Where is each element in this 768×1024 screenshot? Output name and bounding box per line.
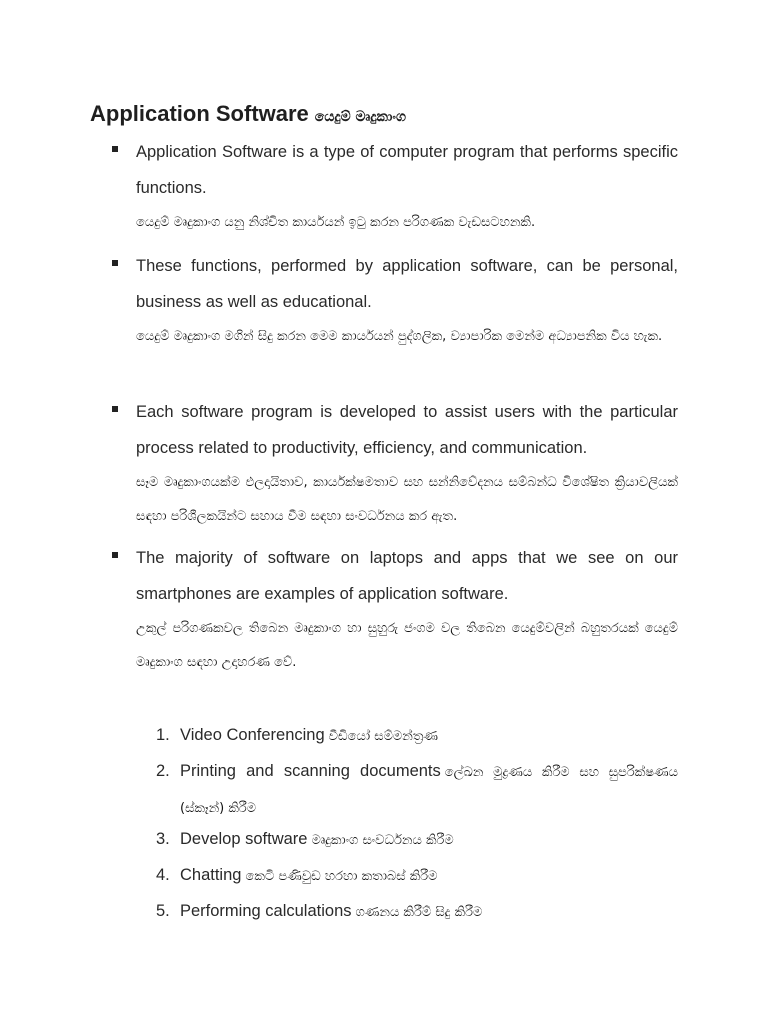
bullet-text-sinhala: සෑම මෘදුකාංගයක්ම ඵලදායිතාව, කාර්යක්ෂමතාව සහ සන්නිවේදනය සම්බන්ධ විශේෂිත ක්‍රියාවලියක් සඳහා පරිශීලකයින්ට සහාය වීම සඳහා සංවර්ධනය කර ඇත. [136, 475, 678, 524]
bullet-text-english: These functions, performed by application software, can be personal, business as well as educational. [136, 257, 678, 311]
example-english: Chatting [180, 866, 242, 884]
page-title [90, 96, 406, 131]
example-sinhala: මෘදුකාංග සංවර්ධනය කිරීම [311, 833, 454, 848]
bullet-text-english: Application Software is a type of computer program that performs specific functions. [136, 143, 678, 197]
title-english: Application Software [90, 101, 309, 126]
example-english: Performing calculations [180, 902, 352, 920]
example-item [156, 754, 678, 826]
bullet-text-english: Each software program is developed to assist users with the particular process related to productivity, efficiency, and communication. [136, 403, 678, 457]
example-number: 1. [156, 726, 170, 744]
title-sinhala: යෙදුම් මෘදුකාංග [314, 109, 406, 125]
square-bullet-icon [112, 146, 118, 152]
bullet-text-sinhala: යෙදුම් මෘදුකාංග මගින් සිදු කරන මෙම කාර්යයන් පුද්ගලික, ව්‍යාපාරික මෙන්ම අධ්‍යාපනික විය හැක. [136, 329, 663, 344]
example-body [180, 754, 678, 826]
example-item [156, 858, 678, 894]
example-sinhala: ගණනය කිරීම් සිදු කිරීම [355, 905, 483, 920]
example-body [180, 894, 678, 930]
bullet-item [112, 134, 678, 240]
example-number: 2. [156, 762, 170, 780]
example-number: 3. [156, 830, 170, 848]
example-item [156, 894, 678, 930]
square-bullet-icon [112, 552, 118, 558]
bullet-item [112, 540, 678, 680]
example-body [180, 718, 678, 754]
example-number: 4. [156, 866, 170, 884]
bullet-text-sinhala: උකුල් පරිගණකවල තිබෙන මෘදුකාංග හා සුහුරු ජංගම වල තිබෙන යෙදුම්වලින් බහුතරයක් යෙදුම් මෘදුකාංග සඳහා උදාහරණ වේ. [136, 621, 678, 670]
square-bullet-icon [112, 260, 118, 266]
example-english: Develop software [180, 830, 308, 848]
example-sinhala: ලේඛන මුද්‍රණය කිරීම සහ සුපරික්ෂණය (ස්කෑන්) කිරීම [180, 765, 678, 816]
bullet-text-sinhala: යෙදුම් මෘදුකාංග යනු නිශ්චිත කාර්යයන් ඉටු කරන පරිගණක වැඩසටහනකි. [136, 215, 536, 230]
example-sinhala: කෙටි පණිවුඩ හරහා කතාබස් කිරීම [245, 869, 438, 884]
example-item [156, 822, 678, 858]
bullet-text-english: The majority of software on laptops and apps that we see on our smartphones are examples of application software. [136, 549, 678, 603]
bullet-item [112, 248, 678, 354]
bullet-item [112, 394, 678, 534]
example-english: Printing and scanning documents [180, 762, 441, 780]
example-body [180, 858, 678, 894]
example-item [156, 718, 678, 754]
example-body [180, 822, 678, 858]
example-number: 5. [156, 902, 170, 920]
square-bullet-icon [112, 406, 118, 412]
example-english: Video Conferencing [180, 726, 325, 744]
example-sinhala: වීඩියෝ සම්මන්ත්‍රණ [328, 729, 438, 744]
